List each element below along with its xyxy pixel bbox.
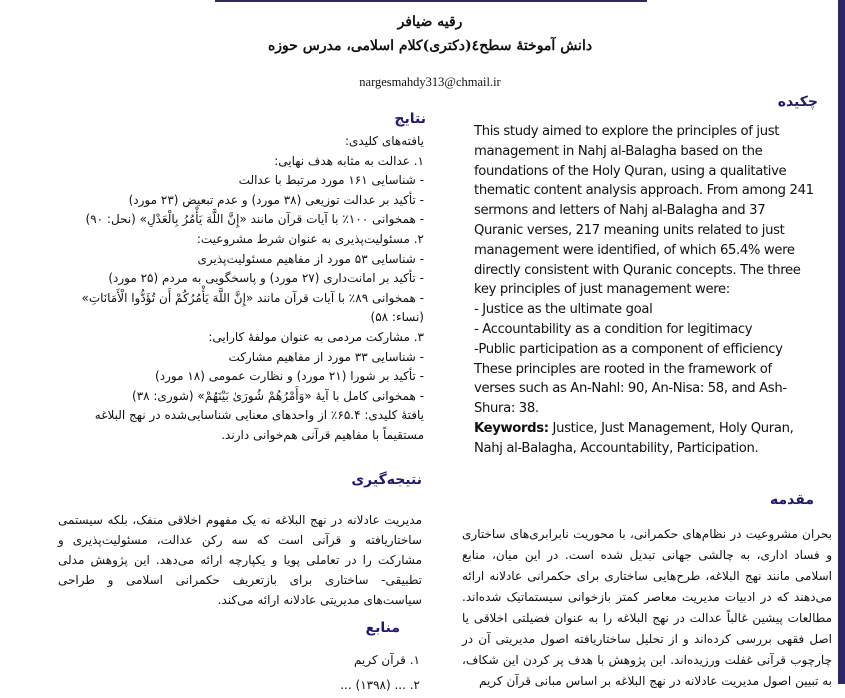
abstract-line: thematic content analysis approach. From among 241 [474,183,814,199]
results-heading: نتایج [394,111,426,127]
abstract-line: verses such as An-Nahl: 90, An-Nisa: 58, and Ash- [474,381,787,397]
author-affiliation: دانش آموختهٔ سطح٤(دکتری)کلام اسلامی، مدرس حوزه [267,38,593,54]
abstract-line: -Public participation as a component of efficiency [474,341,783,357]
results-line: - تأکید بر امانت‌داری (۲۷ مورد) و پاسخگویی به مردم (۲۵ مورد) [108,271,424,286]
abstract-line: These principles are rooted in the framework of [474,361,772,377]
abstract-line: management were identified, of which 65.4% were [474,242,795,258]
author-name: رقیه ضیافر [397,14,463,30]
keywords-line [474,419,834,439]
top-border-rule [215,0,647,2]
abstract-line: foundations of the Holy Quran, using a qualitative [474,163,787,179]
results-line: یافته‌های کلیدی: [344,134,424,148]
results-line: ١. عدالت به مثابه هدف نهایی: [274,153,424,168]
keywords-line-2: Nahj al-Balagha, Accountability, Participation. [474,440,759,456]
results-line: - همخوانی ۸۹٪ با آیات قرآن مانند «إِنَّ اللَّهَ يَأْمُرُكُمْ أَن تُؤَدُّوا الْأَمَانَاتِ» [81,290,424,305]
results-line: ۲. مسئولیت‌پذیری به عنوان شرط مشروعیت: [196,231,424,246]
abstract-line: Shura: 38. [474,401,539,417]
abstract-line: management in Nahj al-Balagha based on the [474,143,763,159]
introduction-body: بحران مشروعیت در نظام‌های حکمرانی، با محوریت نابرابری‌های ساختاری و فساد اداری، به چالشی جهانی تبدیل شده است. در این میان، منابع اسلامی مانند نهج البلاغه، طرح‌هایی ساختاری برای حکمرانی عادلانه ارائه می‌دهند که در ادبیات مدیریت معاصر کمتر بازخوانی سیستماتیک شده‌اند. مطالعات پیشین غالباً عدالت در نهج البلاغه را به عنوان فضیلتی اخلاقی یا اصل فقهی بررسی کرده‌اند و از تحلیل ساختاریافته اصول مدیریتی آن در چارچوب قرآنی غفلت ورزیده‌اند. این پژوهش با هدف پر کردن این شکاف، به تبیین اصول مدیریت عادلانه در نهج البلاغه بر اساس مبانی قرآن کریم [462,527,832,688]
results-line: - شناسایی ۱۶۱ مورد مرتبط با عدالت [238,173,424,188]
reference-item: ١. قرآن کریم [353,653,420,667]
author-email: nargesmahdy313@chmail.ir [359,75,501,89]
abstract-line: key principles of just management were: [474,282,730,298]
reference-item: ۲. ... (۱۳۹۸) ... [340,678,420,692]
conclusion-heading: نتیجه‌گیری [351,472,422,488]
results-key-finding: یافتهٔ کلیدی: ۶۵.۴٪ از واحدهای معنایی شناسایی‌شده در نهج البلاغه مستقیماً با مفاهیم قرآنی هم‌خوانی دارند. [94,408,424,442]
introduction-heading: مقدمه [770,492,814,508]
abstract-line: This study aimed to explore the principles of just [474,124,780,139]
abstract-line: Quranic verses, 217 meaning units related to just [474,222,785,238]
results-line: - همخوانی کامل با آیهٔ «وَأَمْرُهُمْ شُورَىٰ بَيْنَهُمْ» (شوری: ۳۸) [132,388,424,403]
results-line: (نساء: ۵۸) [370,310,424,325]
results-line: - تأکید بر عدالت توزیعی (۳۸ مورد) و عدم تبعیض (۲۳ مورد) [128,192,424,207]
right-frame-bar [838,0,845,684]
results-line: ۳. مشارکت مردمی به عنوان مولفهٔ کارایی: [208,329,424,344]
results-line: - شناسایی ۳۳ مورد از مفاهیم مشارکت [228,349,424,364]
results-body [60,132,424,446]
references-heading: منابع [365,620,400,636]
keywords-label: Keywords: [474,420,549,436]
abstract-line: directly consistent with Quranic concepts. The three [474,262,801,278]
abstract-heading: چکیده [777,94,818,110]
results-line: - تأکید بر شورا (۲۱ مورد) و نظارت عمومی (۱۸ مورد) [155,369,424,384]
keywords-text: Justice, Just Management, Holy Quran, [548,420,794,436]
conclusion-body: مدیریت عادلانه در نهج البلاغه نه یک مفهوم اخلاقی منفک، بلکه سیستمی ساختاریافته و قرآنی است که سه رکن عدالت، مسئولیت‌پذیری و مشارکت را در تعاملی پویا و یکپارچه ارائه می‌دهد. این پژوهش مدلی تطبیقی- ساختاری برای بازتعریف حکمرانی اسلامی و طراحی سیاست‌های مدیریتی عادلانه ارائه می‌کند. [58,513,422,607]
abstract-body [474,122,834,459]
abstract-line: - Justice as the ultimate goal [474,302,653,318]
abstract-line: sermons and letters of Nahj al-Balagha and 37 [474,203,766,219]
abstract-line: - Accountability as a condition for legitimacy [474,321,753,337]
results-line: - همخوانی ۱۰۰٪ با آیات قرآن مانند «إِنَّ اللَّهَ يَأْمُرُ بِالْعَدْلِ» (نحل: ۹۰) [85,212,424,227]
results-line: - شناسایی ۵۳ مورد از مفاهیم مسئولیت‌پذیری [197,251,424,266]
references-list [60,648,420,698]
